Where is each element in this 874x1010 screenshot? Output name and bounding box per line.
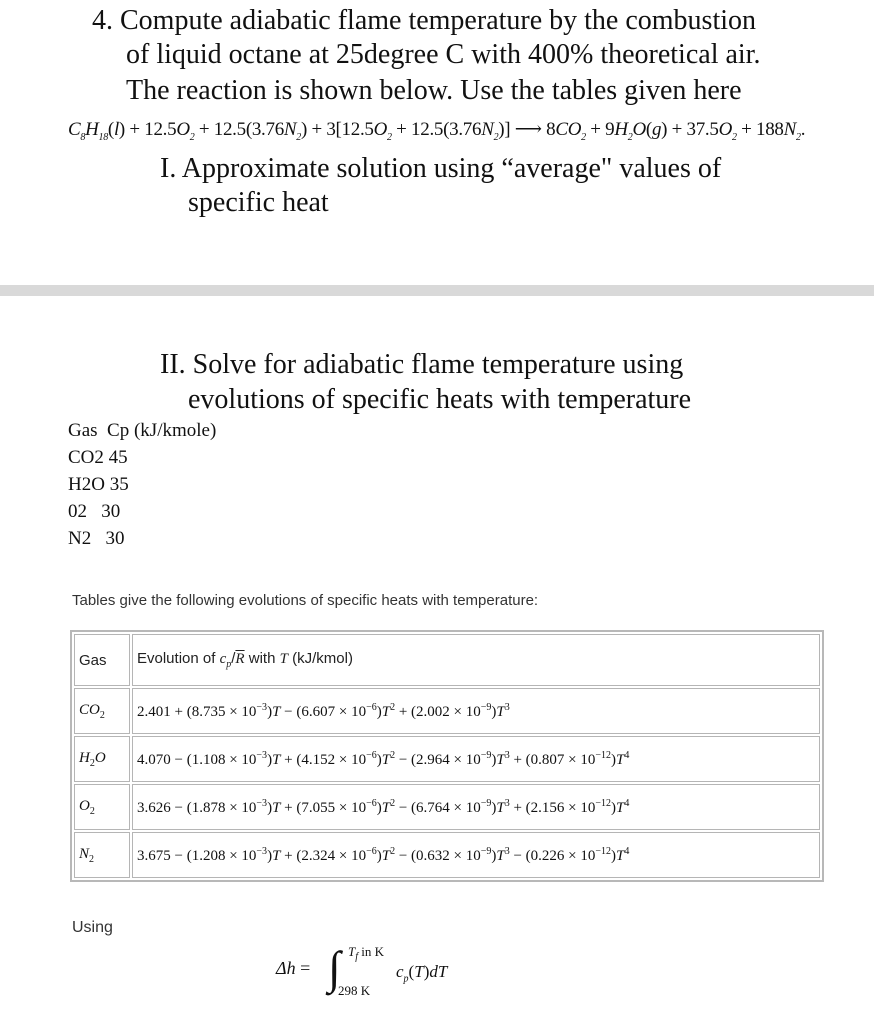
table-header-row (74, 634, 820, 686)
integrand: $c_p(T)dT$ (396, 962, 448, 985)
formula-o2: $3.626 - (1.878 \times 10^{-3})T + (7.055 \times 10^{-6})T^2 - (6.764 \times 10^{-9})T^3 + (2.156 \times 10^{-12})T^4$ (132, 784, 820, 830)
question-line-1: 4. Compute adiabatic flame temperature by the combustion (92, 5, 757, 36)
integral-sign-icon: ∫ (328, 942, 341, 993)
part1-line-1: I. Approximate solution using “average" values of (160, 153, 722, 184)
integral-upper-limit: $T_f$ in K (348, 944, 385, 963)
gas-h2o: $H_2O$ (74, 736, 130, 782)
table-row (74, 736, 820, 782)
cp-table-header: Gas Cp (kJ/kmole) (68, 420, 217, 441)
tables-intro: Tables give the following evolutions of specific heats with temperature: (72, 592, 539, 609)
gas-o2: $O_2$ (74, 784, 130, 830)
formula-h2o: $4.070 - (1.108 \times 10^{-3})T + (4.152 \times 10^{-6})T^2 - (2.964 \times 10^{-9})T^3 + (0.807 \times 10^{-12})T^4$ (132, 736, 820, 782)
table-row (74, 784, 820, 830)
formula-co2: $2.401 + (8.735 \times 10^{-3})T - (6.607 \times 10^{-6})T^2 + (2.002 \times 10^{-9})T^3$ (132, 688, 820, 734)
section-divider (0, 285, 874, 296)
table-row (74, 688, 820, 734)
header-evolution: Evolution of $c_p/\overline{R}$ with T (kJ/kmol) (132, 634, 820, 686)
question-line-2: of liquid octane at 25degree C with 400% theoretical air. (126, 39, 761, 70)
reaction-equation: $C_8H_{18}(l) + 12.5O_2 + 12.5(3.76N_2) + 3[12.5O_2 + 12.5(3.76N_2)]$ ⟶ $8CO_2 + 9H_2O(g) + 37.5O_2 + 188N_2$. (68, 119, 806, 143)
part1-line-2: specific heat (188, 187, 329, 218)
cp-row-h2o: H2O 35 (68, 474, 129, 495)
evolution-table (70, 630, 824, 882)
integral-lower-limit: 298 K (338, 983, 371, 998)
gas-n2: $N_2$ (74, 832, 130, 878)
using-label: Using (72, 919, 113, 936)
gas-co2: $CO_2$ (74, 688, 130, 734)
question-line-3: The reaction is shown below. Use the tables given here (126, 75, 742, 106)
header-gas: Gas (74, 634, 130, 686)
part2-line-1: II. Solve for adiabatic flame temperature using (160, 349, 684, 380)
cp-row-co2: CO2 45 (68, 447, 128, 468)
cp-row-o2: 02 30 (68, 501, 121, 522)
cp-row-n2: N2 30 (68, 528, 125, 549)
integral-lhs: Δh = (276, 958, 311, 978)
part2-line-2: evolutions of specific heats with temperature (188, 384, 692, 415)
formula-n2: $3.675 - (1.208 \times 10^{-3})T + (2.324 \times 10^{-6})T^2 - (0.632 \times 10^{-9})T^3 - (0.226 \times 10^{-12})T^4$ (132, 832, 820, 878)
table-row (74, 832, 820, 878)
